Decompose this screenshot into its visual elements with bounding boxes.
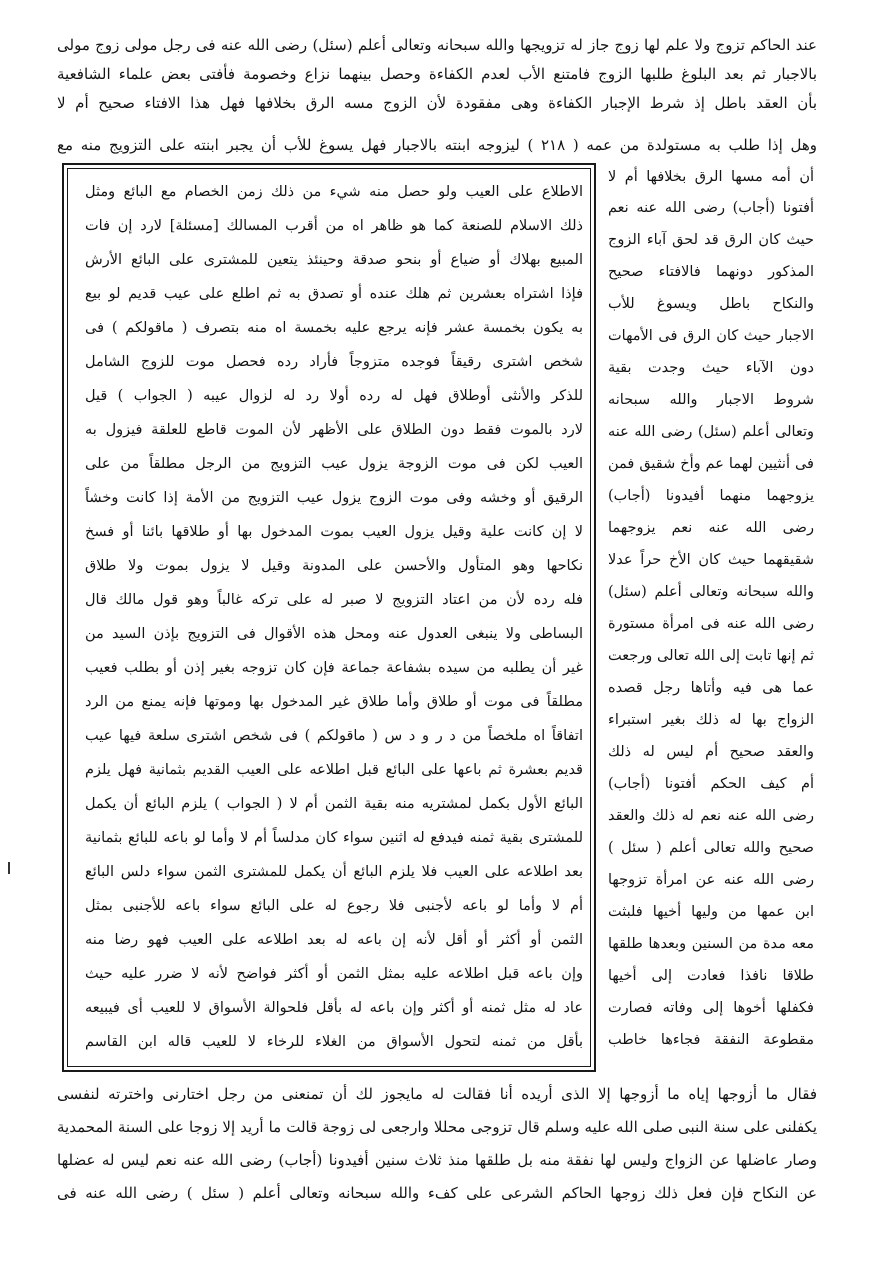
bottom-line-3: وصار عاضلها عن الزواج وليس لها نفقة منه بل طلقها منذ ثلاث سنين أفيدونا (أجاب) رضى الله عنه نعم ليس له عضلها <box>57 1151 817 1169</box>
commentary-line: ذلك الاسلام للصنعة كما هو ظاهر اه من أقرب المسالك [مسئلة] لارد إن فات <box>85 218 583 234</box>
main-line: الاجبار حيث كان الرق فى الأمهات <box>608 328 814 344</box>
commentary-line: مطلقاً فى موت أو طلاق وأما طلاق غير المدخول بها وموتها فإنه يمنع من الرد <box>85 694 583 710</box>
main-line: معه مدة من السنين وبعدها طلقها <box>608 936 814 952</box>
main-line: يزوجهما منهما أفيدونا (أجاب) <box>608 488 814 504</box>
commentary-line: المبيع بهلاك أو ضياع أو بنحو صدقة وحينئذ يتعين للمشترى على البائع الأرش <box>85 252 583 268</box>
commentary-line: الرقيق أو وخشه وفى موت الزوج يزول عيب التزويج من الأمة إذا كانت وخشاً <box>85 490 583 506</box>
commentary-line: فإذا اشتراه بعشرين ثم هلك عنده أو تصدق به ثم اطلع على عيب قديم لو بيع <box>85 286 583 302</box>
main-line: ثم إنها تابت إلى الله تعالى ورجعت <box>608 648 814 664</box>
main-line: أفتونا (أجاب) رضى الله عنه نعم <box>608 200 814 216</box>
main-line: أن أمه مسها الرق بخلافها أم لا <box>608 169 814 185</box>
commentary-line: الاطلاع على العيب ولو حصل منه شيء من ذلك زمن الخصام مع البائع ومثل <box>85 184 583 200</box>
top-line-3: بأن العقد باطل إذ شرط الإجبار الكفاءة وهى مفقودة لأن الزوج مسه الرق بخلافها فهل هذا الافتاء صحيح أم لا <box>57 94 817 112</box>
margin-mark <box>8 862 10 874</box>
main-line: المذكور دونهما فالافتاء صحيح <box>608 264 814 280</box>
main-line: حيث كان الرق قد لحق آباء الزوج <box>608 232 814 248</box>
bottom-line-2: يكفلنى على سنة النبى صلى الله عليه وسلم قال تزوجى محللا وارجعى لى زوجة قالت ما أريد إلا زوجا على السنة المحمدية <box>57 1118 817 1136</box>
main-line: رضى الله عنه عن امرأة تزوجها <box>608 872 814 888</box>
top-line-1: عند الحاكم تزوج ولا علم لها زوج جاز له تزويجها والله سبحانه وتعالى أعلم (سئل) رضى الله عنه فى رجل مولى زوج مولى <box>57 36 817 54</box>
main-line: صحيح والله تعالى أعلم ( سئل ) <box>608 840 814 856</box>
commentary-line: شخص اشترى رقيقاً فوجده متزوجاً فأراد رده فحصل موت للزوج الشامل <box>85 354 583 370</box>
main-line: رضى الله عنه نعم يزوجهما <box>608 520 814 536</box>
main-line: ابن عمها من وليها أخيها فلبثت <box>608 904 814 920</box>
commentary-line: قديم بعشرة ثم باعها على البائع قبل اطلاعه على العيب القديم بثمانية فهل يلزم <box>85 762 583 778</box>
main-line: رضى الله عنه فى امرأة مستورة <box>608 616 814 632</box>
bottom-line-4: عن النكاح فإن فعل ذلك زوجها الحاكم الشرعى على كفء والله سبحانه وتعالى أعلم ( سئل ) رضى الله عنه فى <box>57 1184 817 1202</box>
commentary-line: لا إن كانت علية وقيل يزول العيب بموت المدخول بها أو طلاقها بائنا أو فسخ <box>85 524 583 540</box>
commentary-line: البائع الأول بكمل لمشتريه منه بقية الثمن أم لا ( الجواب ) يلزم البائع أن يكمل <box>85 796 583 812</box>
commentary-line: البساطى ولا ينبغى العدول عنه ومحل هذه الأقوال فى التزويج بإذن السيد من <box>85 626 583 642</box>
main-line: شقيقهما حيث كان الأخ حراً عدلا <box>608 552 814 568</box>
main-line: فكفلها أخوها إلى وفاته فصارت <box>608 1000 814 1016</box>
main-line: الزواج بها له ذلك بغير استبراء <box>608 712 814 728</box>
main-line: والله سبحانه وتعالى أعلم (سئل) <box>608 584 814 600</box>
commentary-line: وإن باعه قبل اطلاعه عليه بمثل الثمن أو أكثر فواضح لأنه لا ضرر عليه حيث <box>85 966 583 982</box>
main-line: دون الآباء حيث وجدت بقية <box>608 360 814 376</box>
commentary-line: فله رده لأن من اعتاد التزويج لا صبر له على تركه غالباً وهو قول مالك قال <box>85 592 583 608</box>
top-line-2: بالاجبار ثم بعد البلوغ طلبها الزوج فامتنع الأب لعدم الكفاءة وحصل بينهما نزاع وخصومة فأفتى بعض علماء الشافعية <box>57 65 817 83</box>
main-line: والنكاح باطل ويسوغ للأب <box>608 296 814 312</box>
commentary-line: لارد بالموت فقط دون الطلاق على الأظهر لأن الموت قاطع للعلقة فيزول به <box>85 422 583 438</box>
commentary-line: الثمن أو أكثر أو أقل لأنه إن باعه له بعد اطلاعه على العيب فهو رضا منه <box>85 932 583 948</box>
commentary-line: به يكون بخمسة عشر فإنه يرجع عليه بخمسة اه منه بتصرف ( ماقولكم ) فى <box>85 320 583 336</box>
main-line: والعقد صحيح أم ليس له ذلك <box>608 744 814 760</box>
commentary-line: للذكر والأنثى أوطلاق فهل له رده أولا رد له لزوال عيبه ( الجواب ) قيل <box>85 388 583 404</box>
commentary-line: اتفاقاً اه ملخصاً من د ر و د س ( ماقولكم ) فى شخص اشترى سلعة فيها عيب <box>85 728 583 744</box>
main-line: أم كيف الحكم أفتونا (أجاب) <box>608 776 814 792</box>
main-line: عما هى فيه وأتاها رجل قصده <box>608 680 814 696</box>
main-line: شروط الاجبار والله سبحانه <box>608 392 814 408</box>
top-line-4: وهل إذا طلب به مستولدة من عمه ( ٢١٨ ) ليزوجه ابنته بالاجبار فهل يسوغ للأب أن يجبر ابنته على التزويج منه مع <box>57 136 817 154</box>
main-line: طلاقا نافذا فعادت إلى أخيها <box>608 968 814 984</box>
commentary-line: بعد اطلاعه على العيب فلا يلزم البائع أن يكمل للمشترى الثمن سواء دلس البائع <box>85 864 583 880</box>
commentary-line: للمشترى بقية ثمنه فيدفع له اثنين سواء كان مدلساً أم لا وأما لو باعه للبائع بثمانية <box>85 830 583 846</box>
main-line: مقطوعة النفقة فجاءها خاطب <box>608 1032 814 1048</box>
commentary-line: العيب لكن فى موت الزوجة يزول عيب التزويج من الرجل مطلقاً من على <box>85 456 583 472</box>
main-line: رضى الله عنه نعم له ذلك والعقد <box>608 808 814 824</box>
main-line: وتعالى أعلم (سئل) رضى الله عنه <box>608 424 814 440</box>
commentary-line: بأقل من ثمنه لتحول الأسواق من الغلاء للرخاء لا للعيب قاله ابن القاسم <box>85 1034 583 1050</box>
commentary-line: نكاحها وهو المتأول والأحسن على المدونة وقيل لا يزول بموت ولا طلاق <box>85 558 583 574</box>
bottom-line-1: فقال ما أزوجها إياه ما أزوجها إلا الذى أريده أنا فقالت له مايجوز لك أن تمنعنى من رجل اختارنى واخترته لنفسى <box>57 1085 817 1103</box>
commentary-line: أم لا وأما لو باعه لأجنبى فلا رجوع له على البائع سواء باعه للأجنبى بمثل <box>85 898 583 914</box>
commentary-line: عاد له مثل ثمنه أو أكثر وإن باعه له بأقل فلحوالة الأسواق لا للعيب أى فيبيعه <box>85 1000 583 1016</box>
commentary-line: غير أن يطلبه من سيده بشفاعة جماعة فإن كان تزوجه بغير إذن أو بطلب فعيب <box>85 660 583 676</box>
main-line: فى أنثيين لهما عم وأخ شقيق فمن <box>608 456 814 472</box>
